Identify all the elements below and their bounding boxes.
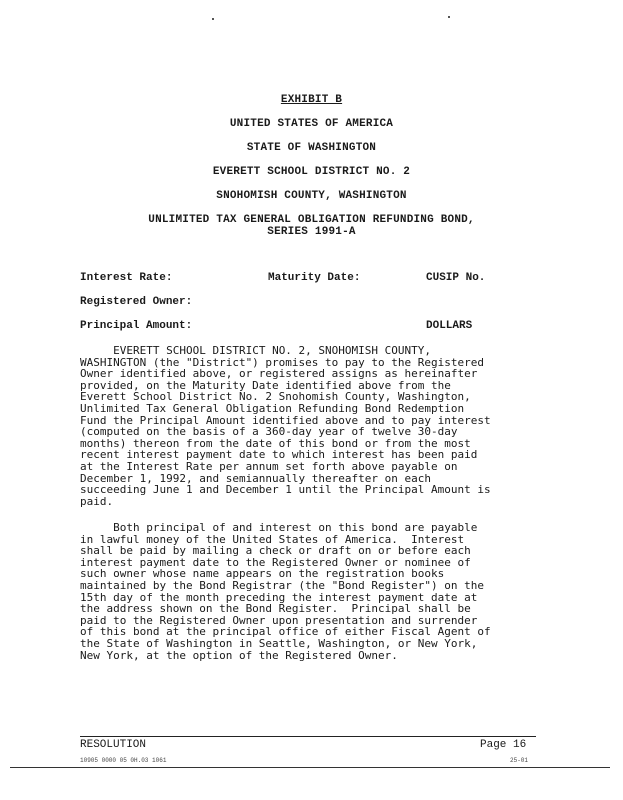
footer-rule xyxy=(80,736,536,737)
scan-speck xyxy=(212,18,214,20)
exhibit-label: EXHIBIT B xyxy=(280,94,343,106)
footer-right-code: 25-01 xyxy=(510,757,529,764)
maturity-date-label: Maturity Date: xyxy=(268,272,361,284)
bond-title-line1: UNLIMITED TAX GENERAL OBLIGATION REFUNDING BOND, xyxy=(148,214,475,226)
paragraph-payment-terms: Both principal of and interest on this bond are payable in lawful money of the United States of America. Interest shall be paid by mailing a check or draft on or before each interest payment date to the Registered Owner or nominee of such owner whose name appears on the registration books maintained by the Bond Registrar (the "Bond Register") on the 15th day of the month preceding the interest payment date at the address shown on the Bond Register. Principal shall be paid to the Registered Owner upon presentation and surrender of this bond at the principal office of either Fiscal Agent of the State of Washington in Seattle, Washington, or New York, New York, at the option of the Registered Owner. xyxy=(80,521,491,662)
heading-state: STATE OF WASHINGTON xyxy=(246,142,377,154)
exhibit-heading xyxy=(0,94,623,107)
dollars-label: DOLLARS xyxy=(426,320,473,332)
registered-owner-label: Registered Owner: xyxy=(80,296,193,308)
paragraph-promise-to-pay: EVERETT SCHOOL DISTRICT NO. 2, SNOHOMISH COUNTY, WASHINGTON (the "District") promises to pay to the Registered Owner identified above, or registered assigns as hereinafter provided, on the Maturity Date identified above from the Everett School District No. 2 Snohomish County, Washington, Unlimited Tax General Obligation Refunding Bond Redemption Fund the Principal Amount identified above and to pay interest (computed on the basis of a 360-day year of twelve 30-day months) thereon from the date of this bond or from the most recent interest payment date to which interest has been paid at the Interest Rate per annum set forth above payable on December 1, 1992, and semiannually thereafter on each succeeding June 1 and December 1 until the Principal Amount is paid. xyxy=(80,344,491,508)
heading-district: EVERETT SCHOOL DISTRICT NO. 2 xyxy=(212,166,411,178)
footer-doc-code: 10905 0000 05 0H.03 1061 xyxy=(80,757,167,764)
scan-speck xyxy=(448,16,450,18)
footer-page-number: Page 16 xyxy=(480,739,527,751)
heading-county: SNOHOMISH COUNTY, WASHINGTON xyxy=(216,190,407,202)
scan-bottom-line xyxy=(10,767,610,768)
principal-amount-label: Principal Amount: xyxy=(80,320,193,332)
bond-title-line2: SERIES 1991-A xyxy=(267,226,356,238)
cusip-label: CUSIP No. xyxy=(426,272,486,284)
heading-country: UNITED STATES OF AMERICA xyxy=(229,118,394,130)
interest-rate-label: Interest Rate: xyxy=(80,272,173,284)
footer-resolution: RESOLUTION xyxy=(80,739,147,751)
